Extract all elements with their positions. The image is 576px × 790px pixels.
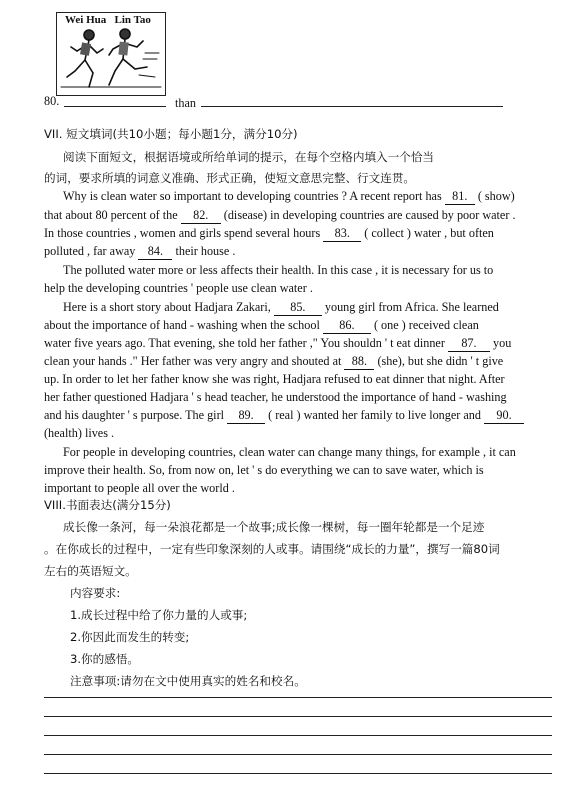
- section8-body-line2: 。在你成长的过程中，一定有些印象深刻的人或事。请围绕“成长的力量”，撰写一篇80词: [44, 542, 500, 556]
- p3-line4: clean your hands ." Her father was very angry and shouted at 88. (she), but she didn ' t give: [44, 354, 504, 368]
- blank-85[interactable]: 85.: [274, 299, 322, 316]
- blank-90[interactable]: 90.: [484, 407, 524, 424]
- than-word: than: [175, 96, 196, 110]
- p3-line5: up. In order to let her father know she was right, Hadjara refused to eat dinner that night. After: [44, 372, 505, 386]
- blank-83[interactable]: 83.: [323, 225, 361, 242]
- requirements-title: 内容要求:: [70, 586, 121, 600]
- blank-81[interactable]: 81.: [445, 188, 475, 205]
- writing-line-1[interactable]: [44, 697, 552, 698]
- blank-84[interactable]: 84.: [138, 243, 172, 260]
- p4-line1: For people in developing countries, clean water can change many things, for example , it can: [63, 445, 516, 459]
- item-number-80: 80.: [44, 94, 60, 108]
- requirement-2: 2.你因此而发生的转变;: [70, 630, 190, 644]
- p1-line4: polluted , far away 84. their house .: [44, 244, 236, 258]
- p3-line6: her father questioned Hadjara ' s head teacher, he understood the importance of hand - washing: [44, 390, 507, 404]
- writing-line-4[interactable]: [44, 754, 552, 755]
- writing-line-3[interactable]: [44, 735, 552, 736]
- runners-picture: [56, 12, 166, 96]
- section8-body-line1: 成长像一条河，每一朵浪花都是一个故事;成长像一棵树，每一圈年轮都是一个足迹: [63, 520, 485, 534]
- writing-line-5[interactable]: [44, 773, 552, 774]
- p3-line2: about the importance of hand - washing when the school 86. ( one ) received clean: [44, 318, 479, 332]
- section7-instruction-line1: 阅读下面短文，根据语境或所给单词的提示，在每个空格内填入一个恰当: [63, 150, 435, 164]
- blank-82[interactable]: 82.: [181, 207, 221, 224]
- section8-body-line3: 左右的英语短文。: [44, 564, 137, 578]
- p2-line2: help the developing countries ' people use clean water .: [44, 281, 313, 295]
- notes: 注意事项:请勿在文中使用真实的姓名和校名。: [70, 674, 306, 688]
- p1-line1-hint: ( show): [477, 189, 515, 203]
- p1-line1: [63, 188, 515, 205]
- answer-line-80-a[interactable]: [64, 106, 166, 107]
- p4-line2: improve their health. So, from now on, let ' s do everything we can to save water, which is: [44, 463, 484, 477]
- answer-line-80-b[interactable]: [201, 106, 503, 107]
- p1-line3: In those countries , women and girls spend several hours 83. ( collect ) water , but often: [44, 226, 494, 240]
- section8-heading: VIII.书面表达(满分15分): [44, 498, 171, 512]
- p3-line8: (health) lives .: [44, 426, 115, 440]
- section7-instruction-line2: 的词，要求所填的词意义准确、形式正确，使短文意思完整、行文连贯。: [44, 171, 416, 185]
- p2-line1: The polluted water more or less affects their health. In this case , it is necessary for us to: [63, 263, 494, 277]
- p4-line3: important to people all over the world .: [44, 481, 235, 495]
- p1-line2: that about 80 percent of the 82. (disease) in developing countries are caused by poor water .: [44, 208, 516, 222]
- blank-86[interactable]: 86.: [323, 317, 371, 334]
- picture-caption: Wei Hua Lin Tao: [65, 14, 151, 26]
- p3-line3: water five years ago. That evening, she told her father ," You shouldn ' t eat dinner 87. you: [44, 336, 512, 350]
- p1-line1-text: Why is clean water so important to developing countries ? A recent report has: [63, 189, 442, 203]
- requirement-3: 3.你的感悟。: [70, 652, 140, 666]
- requirement-1: 1.成长过程中给了你力量的人或事;: [70, 608, 248, 622]
- blank-88[interactable]: 88.: [344, 353, 374, 370]
- blank-87[interactable]: 87.: [448, 335, 490, 352]
- p3-line7: and his daughter ' s purpose. The girl 89. ( real ) wanted her family to live longer and 90.: [44, 407, 524, 424]
- section7-heading: VII. 短文填词(共10小题；每小题1分，满分10分): [44, 127, 298, 141]
- writing-line-2[interactable]: [44, 716, 552, 717]
- runners-illustration: [59, 27, 163, 93]
- blank-89[interactable]: 89.: [227, 407, 265, 424]
- p3-line1: Here is a short story about Hadjara Zakari, 85. young girl from Africa. She learned: [63, 300, 499, 314]
